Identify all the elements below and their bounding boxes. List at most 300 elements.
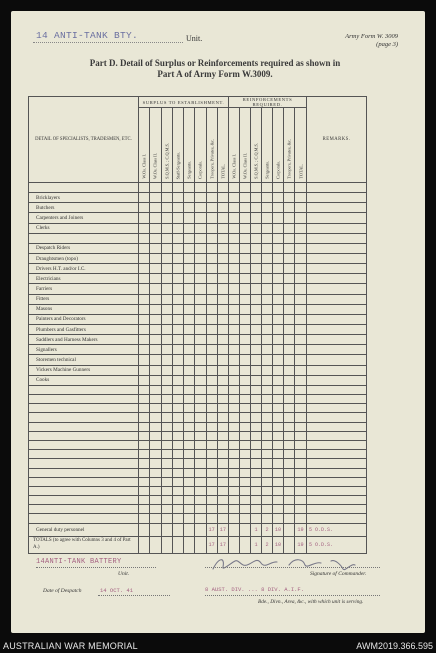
table-row — [29, 505, 367, 514]
remarks-cell — [307, 422, 367, 431]
count-cell — [240, 223, 251, 233]
count-cell — [184, 274, 195, 284]
count-cell — [251, 314, 262, 324]
count-cell — [295, 223, 307, 233]
count-cell — [206, 477, 217, 486]
count-cell — [273, 505, 284, 514]
count-cell — [184, 486, 195, 495]
count-cell — [139, 355, 150, 365]
count-cell — [273, 404, 284, 413]
surplus-value — [139, 536, 150, 553]
count-cell — [262, 253, 273, 263]
count-cell — [217, 440, 228, 449]
count-cell — [284, 193, 295, 203]
count-cell — [240, 335, 251, 345]
count-cell — [262, 314, 273, 324]
surplus-value — [195, 523, 206, 536]
remarks-cell — [307, 304, 367, 314]
count-cell — [273, 183, 284, 193]
count-cell — [161, 385, 172, 394]
count-cell — [139, 264, 150, 274]
count-cell — [262, 422, 273, 431]
count-cell — [262, 431, 273, 440]
count-cell — [284, 253, 295, 263]
count-cell — [229, 486, 240, 495]
count-cell — [217, 459, 228, 468]
remarks-cell — [307, 294, 367, 304]
count-cell — [295, 193, 307, 203]
count-cell — [184, 422, 195, 431]
column-label: S.Q.M.S. ; C.Q.M.S. — [164, 143, 170, 179]
count-cell — [229, 468, 240, 477]
count-cell — [217, 375, 228, 385]
table-row — [29, 404, 367, 413]
count-cell — [273, 422, 284, 431]
count-cell — [229, 294, 240, 304]
count-cell — [206, 223, 217, 233]
count-cell — [229, 324, 240, 334]
count-cell — [240, 243, 251, 253]
count-cell — [229, 264, 240, 274]
count-cell — [284, 264, 295, 274]
count-cell — [184, 345, 195, 355]
count-cell — [240, 385, 251, 394]
count-cell — [251, 477, 262, 486]
count-cell — [206, 203, 217, 213]
column-label: S.Q.M.S. ; C.Q.M.S. — [253, 143, 259, 179]
trade-label — [29, 486, 139, 495]
count-cell — [217, 324, 228, 334]
count-cell — [262, 264, 273, 274]
count-cell — [195, 274, 206, 284]
count-cell — [284, 496, 295, 505]
date-line — [98, 595, 170, 596]
table-row — [29, 431, 367, 440]
trade-label: Masons — [29, 304, 139, 314]
count-cell — [172, 385, 183, 394]
count-cell — [172, 233, 183, 243]
count-cell — [273, 486, 284, 495]
count-cell — [284, 468, 295, 477]
count-cell — [184, 496, 195, 505]
count-cell — [161, 243, 172, 253]
count-cell — [240, 375, 251, 385]
count-cell — [284, 304, 295, 314]
count-cell — [217, 505, 228, 514]
table-row — [29, 253, 367, 263]
count-cell — [262, 468, 273, 477]
count-cell — [262, 440, 273, 449]
count-cell — [251, 284, 262, 294]
count-cell — [184, 404, 195, 413]
count-cell — [139, 404, 150, 413]
count-cell — [240, 324, 251, 334]
count-cell — [262, 243, 273, 253]
count-cell — [150, 365, 161, 375]
count-cell — [251, 213, 262, 223]
count-cell — [139, 477, 150, 486]
table-row — [29, 284, 367, 294]
count-cell — [161, 274, 172, 284]
remarks-cell — [307, 345, 367, 355]
count-cell — [150, 274, 161, 284]
count-cell — [206, 274, 217, 284]
count-cell — [195, 355, 206, 365]
trade-label — [29, 413, 139, 422]
count-cell — [139, 243, 150, 253]
count-cell — [139, 294, 150, 304]
count-cell — [139, 314, 150, 324]
remarks-cell — [307, 314, 367, 324]
count-cell — [262, 335, 273, 345]
count-cell — [284, 274, 295, 284]
count-cell — [172, 284, 183, 294]
count-cell — [161, 431, 172, 440]
count-cell — [284, 431, 295, 440]
count-cell — [229, 440, 240, 449]
surplus-column-header — [184, 108, 195, 183]
count-cell — [295, 243, 307, 253]
count-cell — [172, 413, 183, 422]
count-cell — [206, 314, 217, 324]
count-cell — [195, 375, 206, 385]
count-cell — [284, 324, 295, 334]
surplus-value: 17 — [217, 536, 228, 553]
count-cell — [161, 304, 172, 314]
count-cell — [184, 385, 195, 394]
count-cell — [229, 355, 240, 365]
column-label: W.Os. Class I. — [231, 154, 237, 179]
count-cell — [184, 505, 195, 514]
count-cell — [251, 422, 262, 431]
count-cell — [139, 431, 150, 440]
table-row — [29, 304, 367, 314]
count-cell — [229, 243, 240, 253]
trade-label — [29, 440, 139, 449]
totals-row — [29, 536, 367, 553]
count-cell — [195, 284, 206, 294]
count-cell — [251, 431, 262, 440]
count-cell — [150, 264, 161, 274]
count-cell — [295, 486, 307, 495]
count-cell — [184, 284, 195, 294]
trade-label: Butchers — [29, 203, 139, 213]
count-cell — [295, 183, 307, 193]
count-cell — [295, 335, 307, 345]
count-cell — [161, 505, 172, 514]
count-cell — [229, 203, 240, 213]
count-cell — [150, 314, 161, 324]
surplus-value — [195, 536, 206, 553]
remarks-cell — [307, 264, 367, 274]
remarks-cell — [307, 395, 367, 404]
count-cell — [206, 335, 217, 345]
count-cell — [195, 413, 206, 422]
trade-label — [29, 183, 139, 193]
count-cell — [217, 422, 228, 431]
count-cell — [150, 505, 161, 514]
surplus-value — [161, 536, 172, 553]
count-cell — [262, 365, 273, 375]
reinforcement-column-header — [251, 108, 262, 183]
count-cell — [284, 404, 295, 413]
count-cell — [240, 304, 251, 314]
count-cell — [172, 422, 183, 431]
surplus-column-header — [172, 108, 183, 183]
count-cell — [150, 294, 161, 304]
surplus-value — [139, 523, 150, 536]
table-row — [29, 468, 367, 477]
surplus-value: 17 — [206, 523, 217, 536]
count-cell — [295, 459, 307, 468]
count-cell — [217, 294, 228, 304]
count-cell — [139, 284, 150, 294]
trade-label: Bricklayers — [29, 193, 139, 203]
remarks-cell — [307, 404, 367, 413]
count-cell — [251, 385, 262, 394]
count-cell — [295, 385, 307, 394]
table-row — [29, 243, 367, 253]
count-cell — [284, 223, 295, 233]
count-cell — [295, 304, 307, 314]
remarks-value: 5 O.D.S. — [307, 536, 367, 553]
count-cell — [273, 431, 284, 440]
count-cell — [172, 264, 183, 274]
count-cell — [251, 243, 262, 253]
count-cell — [150, 233, 161, 243]
count-cell — [229, 365, 240, 375]
surplus-value — [172, 523, 183, 536]
count-cell — [217, 496, 228, 505]
count-cell — [184, 233, 195, 243]
surplus-column-header — [195, 108, 206, 183]
count-cell — [172, 505, 183, 514]
count-cell — [229, 335, 240, 345]
count-cell — [240, 431, 251, 440]
count-cell — [184, 213, 195, 223]
count-cell — [229, 183, 240, 193]
trade-label — [29, 505, 139, 514]
count-cell — [273, 223, 284, 233]
count-cell — [240, 486, 251, 495]
surplus-column-header — [206, 108, 217, 183]
table-row — [29, 477, 367, 486]
count-cell — [262, 385, 273, 394]
count-cell — [229, 404, 240, 413]
count-cell — [150, 404, 161, 413]
count-cell — [206, 355, 217, 365]
remarks-cell — [307, 324, 367, 334]
count-cell — [195, 459, 206, 468]
count-cell — [284, 365, 295, 375]
count-cell — [217, 314, 228, 324]
count-cell — [150, 243, 161, 253]
count-cell — [139, 496, 150, 505]
count-cell — [229, 274, 240, 284]
count-cell — [206, 440, 217, 449]
count-cell — [284, 345, 295, 355]
title-line-1: Part D. Detail of Surplus or Reinforcements required as shown in — [89, 58, 341, 68]
remarks-cell — [307, 253, 367, 263]
trade-label — [29, 514, 139, 523]
count-cell — [273, 440, 284, 449]
count-cell — [273, 450, 284, 459]
table-row — [29, 355, 367, 365]
count-cell — [161, 345, 172, 355]
count-cell — [172, 496, 183, 505]
table-row — [29, 413, 367, 422]
count-cell — [139, 365, 150, 375]
count-cell — [206, 395, 217, 404]
count-cell — [295, 213, 307, 223]
count-cell — [273, 375, 284, 385]
count-cell — [150, 496, 161, 505]
count-cell — [172, 477, 183, 486]
count-cell — [262, 505, 273, 514]
unit-stamp: 14ANTI-TANK BATTERY — [36, 558, 122, 566]
reinforcement-value — [229, 536, 240, 553]
count-cell — [217, 253, 228, 263]
count-cell — [161, 450, 172, 459]
remarks-cell — [307, 243, 367, 253]
count-cell — [251, 486, 262, 495]
count-cell — [217, 264, 228, 274]
count-cell — [150, 324, 161, 334]
count-cell — [195, 253, 206, 263]
count-cell — [262, 450, 273, 459]
count-cell — [262, 496, 273, 505]
reinforcement-value: 1 — [251, 523, 262, 536]
count-cell — [206, 375, 217, 385]
count-cell — [161, 459, 172, 468]
count-cell — [295, 314, 307, 324]
table-row — [29, 233, 367, 243]
table-row — [29, 345, 367, 355]
count-cell — [217, 413, 228, 422]
count-cell — [161, 264, 172, 274]
surplus-value — [172, 536, 183, 553]
count-cell — [184, 203, 195, 213]
count-cell — [295, 375, 307, 385]
remarks-cell — [307, 233, 367, 243]
remarks-cell — [307, 274, 367, 284]
reinforcement-value: 2 — [262, 536, 273, 553]
count-cell — [206, 514, 217, 523]
count-cell — [262, 223, 273, 233]
count-cell — [295, 404, 307, 413]
count-cell — [139, 514, 150, 523]
count-cell — [150, 468, 161, 477]
count-cell — [206, 345, 217, 355]
formation-label: Bde., Divn., Area, &c., with which unit is serving. — [258, 599, 364, 605]
count-cell — [139, 183, 150, 193]
table-row — [29, 314, 367, 324]
count-cell — [161, 294, 172, 304]
count-cell — [217, 395, 228, 404]
reinforcement-value: 10 — [273, 536, 284, 553]
count-cell — [262, 345, 273, 355]
count-cell — [295, 413, 307, 422]
count-cell — [206, 459, 217, 468]
count-cell — [273, 264, 284, 274]
count-cell — [240, 365, 251, 375]
count-cell — [217, 514, 228, 523]
remarks-cell — [307, 223, 367, 233]
count-cell — [139, 345, 150, 355]
remarks-cell — [307, 284, 367, 294]
count-cell — [172, 314, 183, 324]
count-cell — [184, 395, 195, 404]
count-cell — [206, 294, 217, 304]
reinforcement-value — [284, 536, 295, 553]
count-cell — [262, 324, 273, 334]
reinforcement-column-header — [262, 108, 273, 183]
count-cell — [195, 505, 206, 514]
count-cell — [184, 253, 195, 263]
page-number: (page 3) — [376, 41, 398, 48]
count-cell — [150, 304, 161, 314]
remarks-cell — [307, 413, 367, 422]
table-row — [29, 496, 367, 505]
count-cell — [240, 496, 251, 505]
count-cell — [295, 468, 307, 477]
column-label: Sergeants. — [186, 161, 192, 179]
count-cell — [139, 335, 150, 345]
count-cell — [184, 243, 195, 253]
count-cell — [206, 183, 217, 193]
column-label: Corporals. — [197, 160, 203, 179]
reinforcement-value: 19 — [295, 536, 307, 553]
count-cell — [195, 213, 206, 223]
count-cell — [172, 335, 183, 345]
count-cell — [229, 431, 240, 440]
count-cell — [184, 264, 195, 274]
form-reference — [320, 33, 398, 49]
count-cell — [251, 395, 262, 404]
count-cell — [195, 243, 206, 253]
table-row — [29, 264, 367, 274]
count-cell — [195, 193, 206, 203]
count-cell — [161, 422, 172, 431]
footer-unit-label: Unit. — [118, 571, 130, 577]
count-cell — [284, 284, 295, 294]
count-cell — [295, 203, 307, 213]
count-cell — [161, 223, 172, 233]
remarks-cell — [307, 385, 367, 394]
count-cell — [273, 395, 284, 404]
count-cell — [295, 450, 307, 459]
signature-label: Signature of Commander. — [310, 571, 367, 577]
surplus-value — [150, 523, 161, 536]
count-cell — [139, 193, 150, 203]
count-cell — [273, 284, 284, 294]
detail-table — [28, 96, 367, 554]
surplus-column-header — [139, 108, 150, 183]
count-cell — [273, 213, 284, 223]
reinforcement-column-header — [229, 108, 240, 183]
table-row — [29, 375, 367, 385]
count-cell — [284, 294, 295, 304]
count-cell — [161, 395, 172, 404]
count-cell — [195, 294, 206, 304]
count-cell — [240, 203, 251, 213]
count-cell — [139, 233, 150, 243]
count-cell — [139, 385, 150, 394]
count-cell — [229, 450, 240, 459]
count-cell — [161, 404, 172, 413]
count-cell — [184, 193, 195, 203]
count-cell — [240, 253, 251, 263]
